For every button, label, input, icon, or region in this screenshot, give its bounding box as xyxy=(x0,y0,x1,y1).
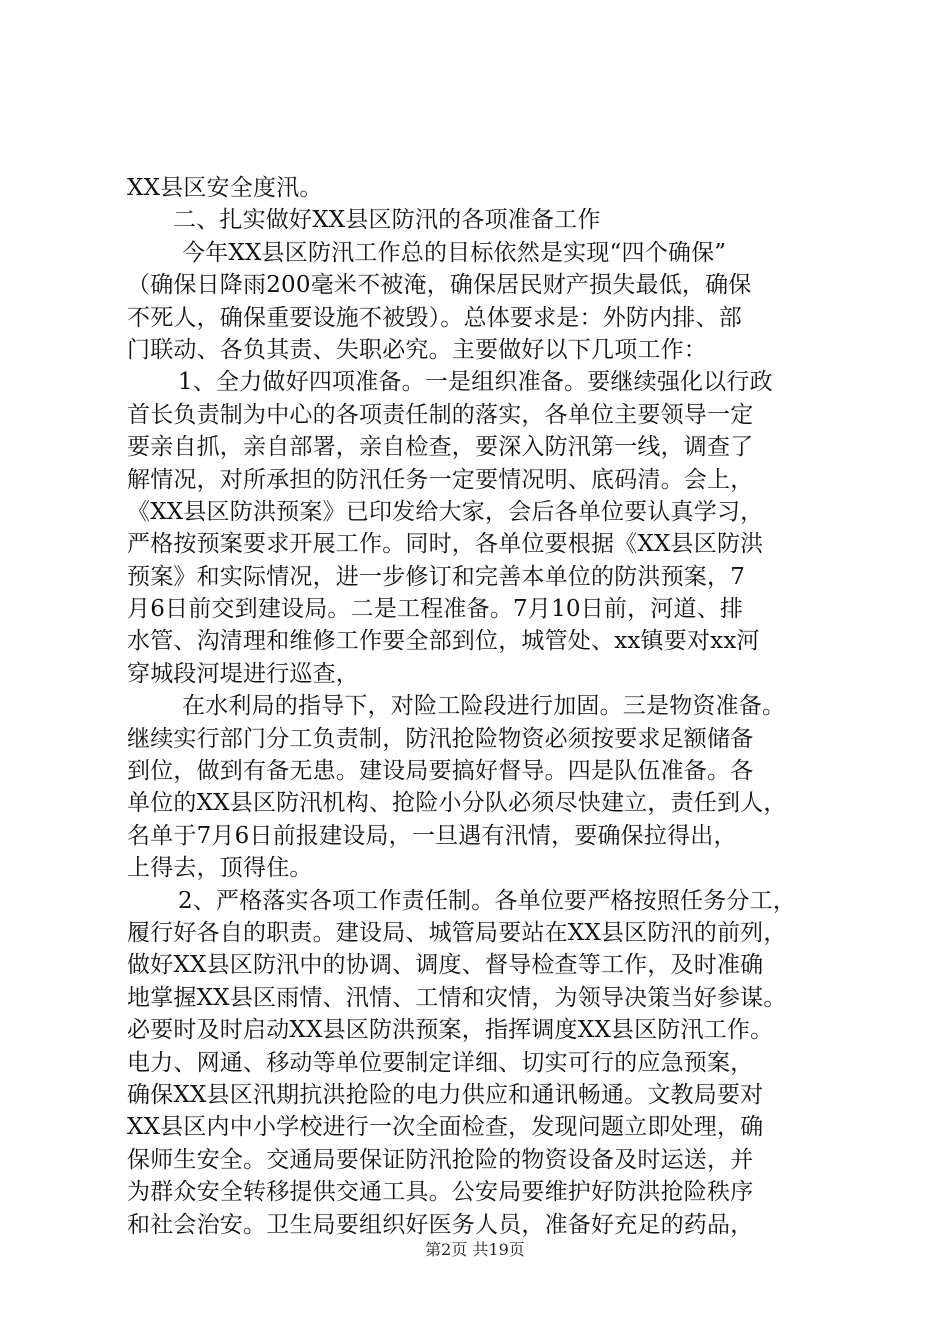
text-line: 1、全力做好四项准备。一是组织准备。要继续强化以行政 xyxy=(178,369,773,396)
text-line: 不死人，确保重要设施不被毁）。总体要求是：外防内排、部 xyxy=(127,304,742,331)
text-line: 门联动、各负其责、失职必究。主要做好以下几项工作： xyxy=(127,336,707,363)
text-line: 《XX县区防洪预案》已印发给大家，会后各单位要认真学习， xyxy=(127,498,764,525)
text-line: 月6日前交到建设局。二是工程准备。7月10日前，河道、排 xyxy=(127,596,744,623)
text-line: （确保日降雨200毫米不被淹，确保居民财产损失最低，确保 xyxy=(127,272,752,299)
text-line: 首长负责制为中心的各项责任制的落实，各单位主要领导一定 xyxy=(127,401,754,428)
text-line: 预案》和实际情况，进一步修订和完善本单位的防洪预案，7 xyxy=(127,563,746,590)
text-line: 和社会治安。卫生局要组织好医务人员，准备好充足的药品， xyxy=(127,1211,754,1238)
text-line: 水管、沟清理和维修工作要全部到位，城管处、xx镇要对xx河 xyxy=(127,628,760,655)
section-heading: 二、扎实做好XX县区防汛的各项准备工作 xyxy=(173,207,601,234)
text-line: XX县区安全度汛。 xyxy=(127,175,323,201)
text-line: 穿城段河堤进行巡查， xyxy=(127,660,359,687)
page-footer xyxy=(0,1240,950,1260)
document-body xyxy=(127,172,847,1241)
text-line: 确保XX县区汛期抗洪抢险的电力供应和通讯畅通。文教局要对 xyxy=(127,1081,764,1108)
text-line: 地掌握XX县区雨情、汛情、工情和灾情，为领导决策当好参谋。 xyxy=(127,984,787,1011)
text-line: 解情况，对所承担的防汛任务一定要情况明、底码清。会上， xyxy=(127,466,754,493)
text-line: XX县区内中小学校进行一次全面检查，发现问题立即处理，确 xyxy=(127,1114,764,1141)
text-line: 履行好各自的职责。建设局、城管局要站在XX县区防汛的前列， xyxy=(127,919,787,946)
text-line: 为群众安全转移提供交通工具。公安局要维护好防洪抢险秩序 xyxy=(127,1179,754,1206)
text-line: 做好XX县区防汛中的协调、调度、督导检查等工作，及时准确 xyxy=(127,952,764,979)
page-number-label: 第2页 共19页 xyxy=(425,1240,525,1259)
text-line: 2、严格落实各项工作责任制。各单位要严格按照任务分工， xyxy=(178,887,797,914)
text-line: 单位的XX县区防汛机构、抢险小分队必须尽快建立，责任到人， xyxy=(127,790,787,817)
text-line: 电力、网通、移动等单位要制定详细、切实可行的应急预案， xyxy=(127,1049,754,1076)
text-line: 继续实行部门分工负责制，防汛抢险物资必须按要求足额储备 xyxy=(127,725,754,752)
text-line: 要亲自抓，亲自部署，亲自检查，要深入防汛第一线，调查了 xyxy=(127,434,754,461)
text-line: 必要时及时启动XX县区防洪预案，指挥调度XX县区防汛工作。 xyxy=(127,1017,774,1044)
text-line: 名单于7月6日前报建设局，一旦遇有汛情，要确保拉得出， xyxy=(127,822,737,849)
text-line: 严格按预案要求开展工作。同时，各单位要根据《XX县区防洪 xyxy=(127,531,764,558)
text-line: 保师生安全。交通局要保证防汛抢险的物资设备及时运送，并 xyxy=(127,1146,754,1173)
text-line: 在水利局的指导下，对险工险段进行加固。三是物资准备。 xyxy=(182,693,786,720)
text-line: 今年XX县区防汛工作总的目标依然是实现“四个确保” xyxy=(182,239,727,266)
text-line: 到位，做到有备无患。建设局要搞好督导。四是队伍准备。各 xyxy=(127,758,754,785)
text-line: 上得去，顶得住。 xyxy=(127,855,313,882)
